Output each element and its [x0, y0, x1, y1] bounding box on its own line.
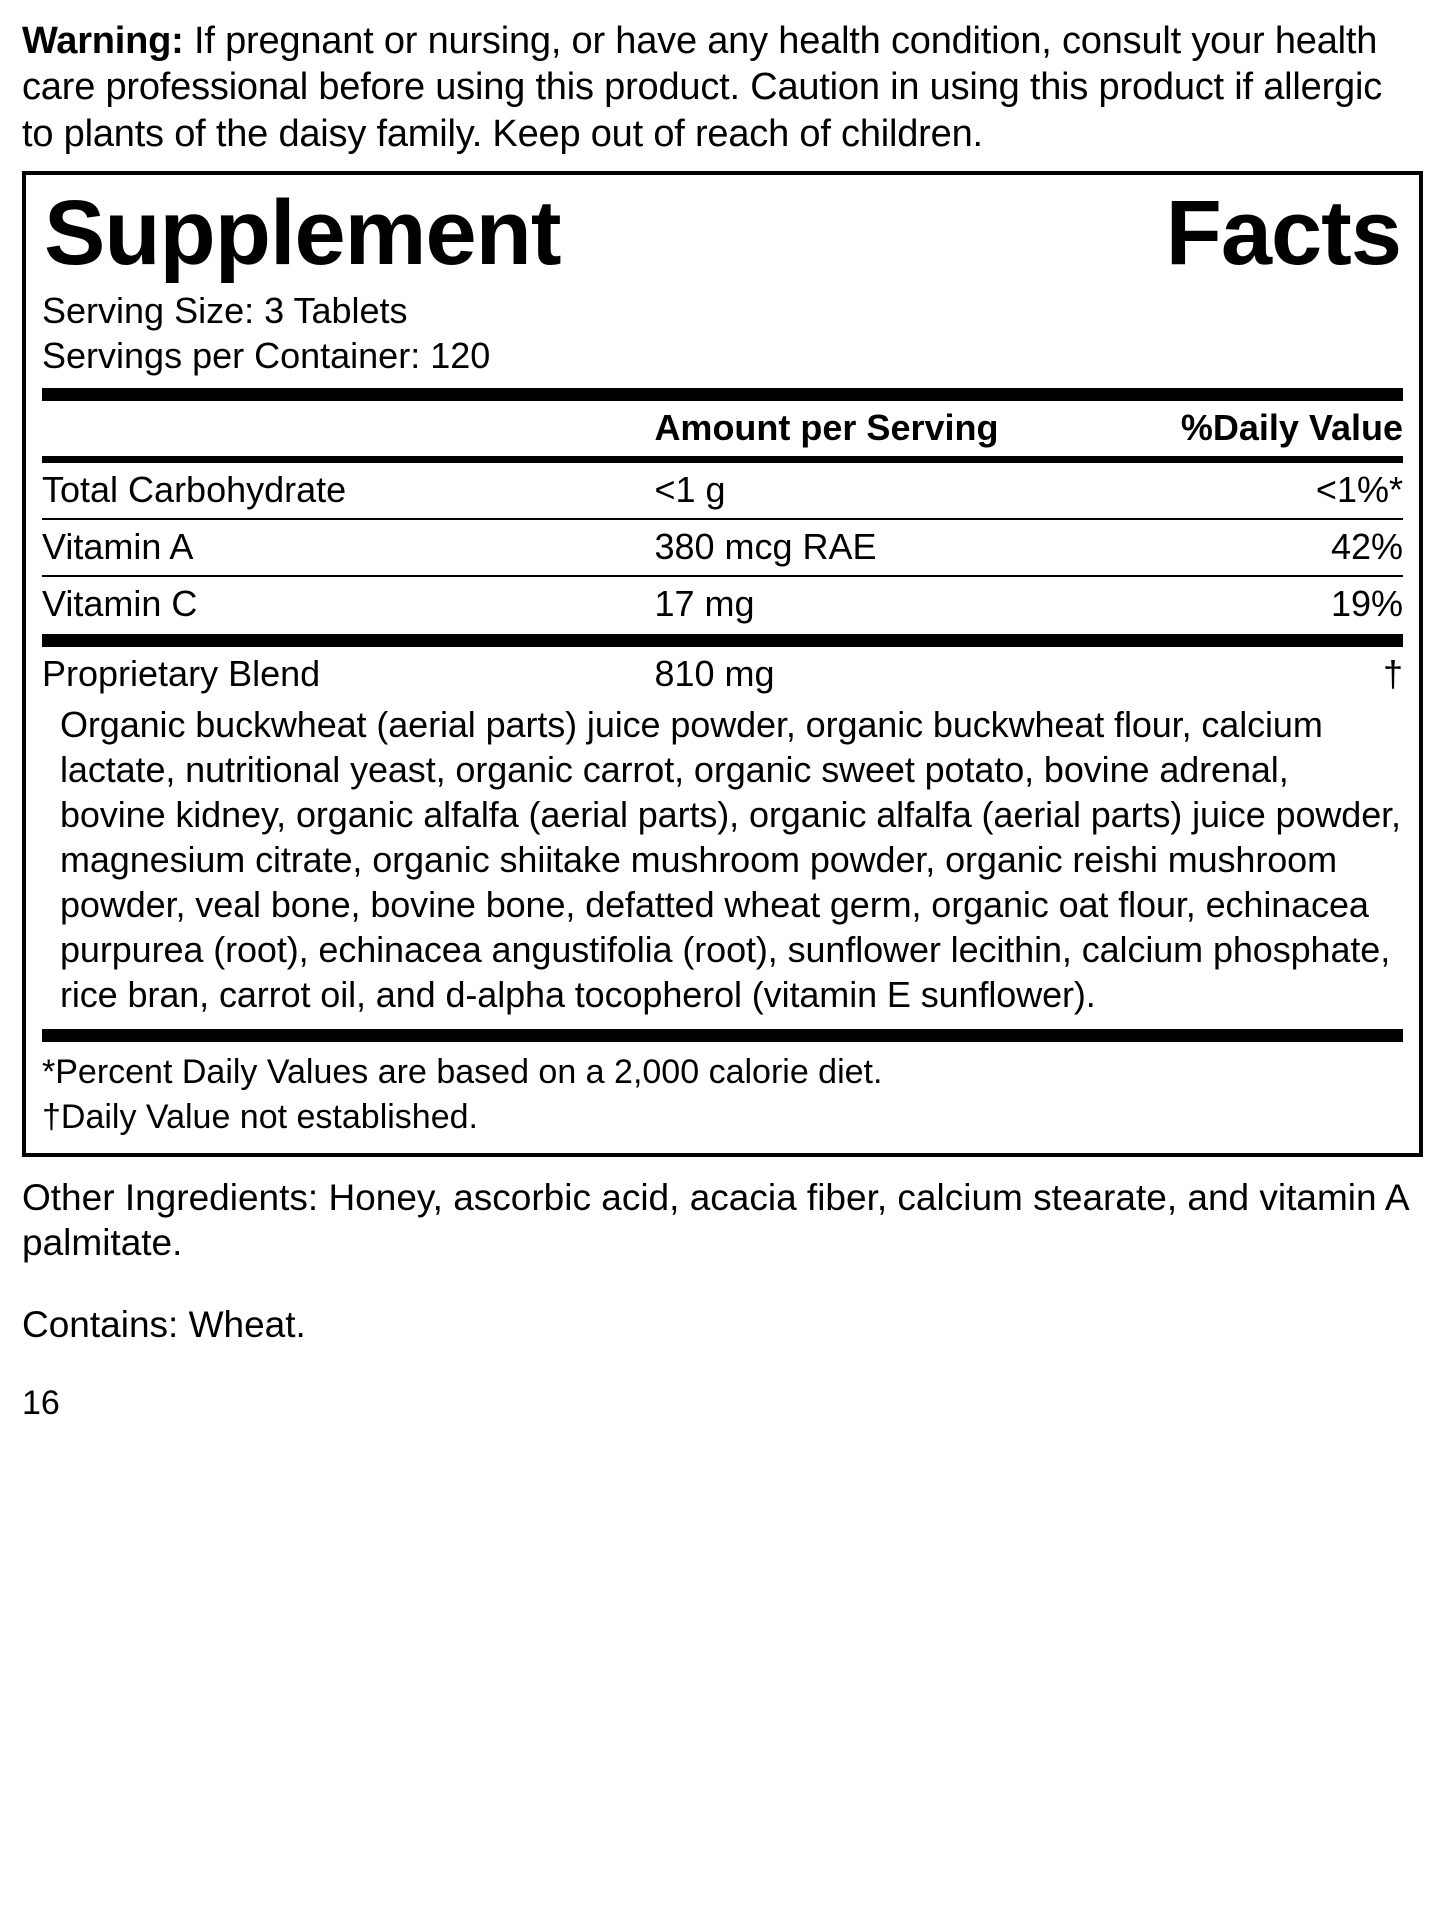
blend-name: Proprietary Blend	[42, 653, 321, 695]
proprietary-blend-table	[42, 647, 1403, 702]
servings-per-container: Servings per Container: 120	[42, 335, 491, 377]
table-row	[42, 576, 1403, 632]
divider-thick-blend	[42, 634, 1403, 647]
nutrient-rows-table	[42, 463, 1403, 632]
nutrition-table	[42, 401, 1403, 456]
other-ingredients: Other Ingredients: Honey, ascorbic acid, acacia fiber, calcium stearate, and vitamin A palmitate.	[22, 1176, 1408, 1263]
nutrient-daily-value: 42%	[1131, 519, 1403, 576]
header-nutrient	[42, 401, 654, 456]
warning-text: If pregnant or nursing, or have any health condition, consult your health care professional before using this product. Caution in using this product if allergic to plants of the daisy family. Keep out of reach of children.	[22, 20, 1383, 155]
title-word-supplement: Supplement	[44, 182, 561, 285]
nutrient-amount: 380 mcg RAE	[654, 519, 1130, 576]
blend-ingredients: Organic buckwheat (aerial parts) juice powder, organic buckwheat flour, calcium lactate, nutritional yeast, organic carrot, organic sweet potato, bovine adrenal, bovine kidney, organic alfalfa (aerial parts), organic alfalfa (aerial parts) juice powder, magnesium citrate, organic shiitake mushroom powder, organic reishi mushroom powder, veal bone, bovine bone, defatted wheat germ, organic oat flour, echinacea purpurea (root), echinacea angustifolia (root), sunflower lecithin, calcium phosphate, rice bran, carrot oil, and d-alpha tocopherol (vitamin E sunflower).	[60, 704, 1401, 1016]
serving-info	[42, 288, 1403, 387]
supplement-facts-panel	[22, 171, 1423, 1157]
divider-medium-header	[42, 456, 1403, 463]
title-word-facts: Facts	[1165, 182, 1401, 285]
table-row	[42, 463, 1403, 519]
header-daily-value: %Daily Value	[1180, 407, 1403, 449]
nutrient-amount: 17 mg	[654, 583, 755, 625]
supplement-facts-title	[42, 181, 1403, 288]
warning-label: Warning:	[22, 20, 184, 62]
footnote-daily-values: *Percent Daily Values are based on a 2,000 calorie diet.	[42, 1053, 883, 1092]
divider-thick-top	[42, 388, 1403, 401]
blend-row	[42, 647, 1403, 702]
nutrient-amount: <1 g	[654, 463, 1130, 519]
nutrient-daily-value: 19%	[1330, 583, 1403, 625]
table-row	[42, 519, 1403, 576]
blend-daily-value: †	[1382, 653, 1403, 695]
divider-thick-footnotes	[42, 1029, 1403, 1042]
blend-amount: 810 mg	[654, 653, 775, 695]
nutrient-name: Vitamin C	[42, 583, 198, 625]
nutrient-name: Total Carbohydrate	[42, 463, 654, 519]
nutrient-name: Vitamin A	[42, 519, 654, 576]
footnotes	[42, 1042, 1403, 1138]
nutrient-daily-value: <1%*	[1131, 463, 1403, 519]
serving-size: Serving Size: 3 Tablets	[42, 289, 408, 331]
page-number: 16	[22, 1384, 60, 1423]
header-amount: Amount per Serving	[654, 407, 999, 449]
warning-paragraph	[22, 18, 1423, 157]
contains-allergens: Contains: Wheat.	[22, 1304, 306, 1346]
table-header-row	[42, 401, 1403, 456]
footnote-dv-not-established: †Daily Value not established.	[42, 1097, 478, 1136]
